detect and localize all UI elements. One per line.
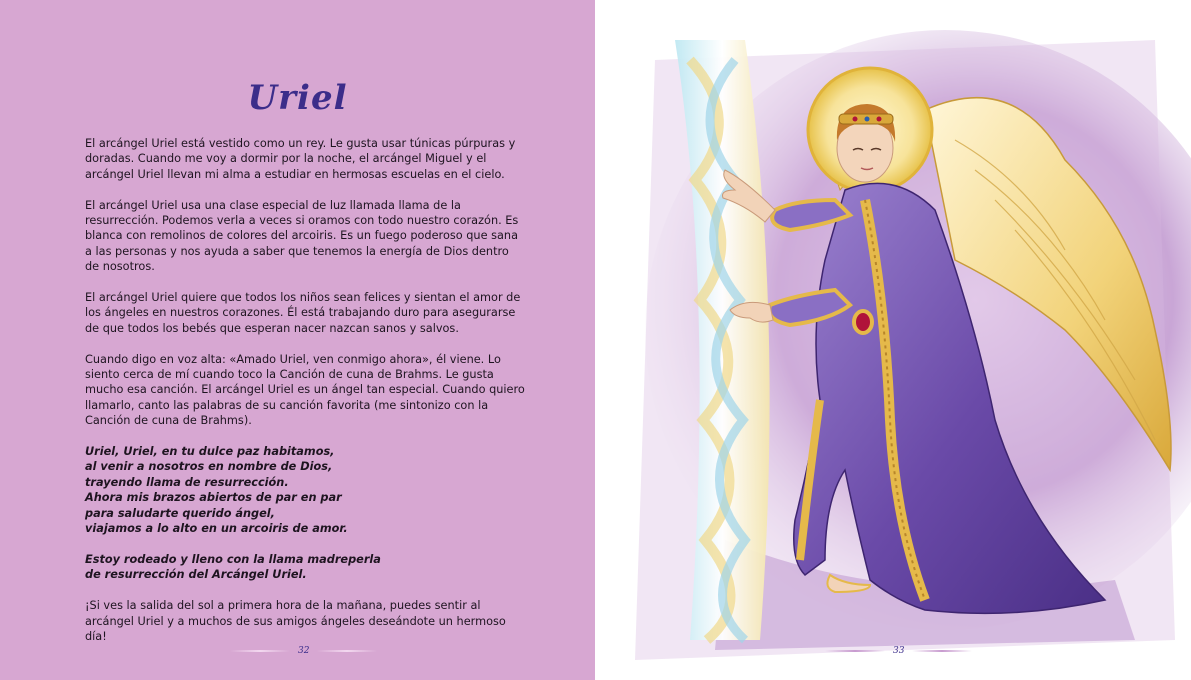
page-title: Uriel <box>247 78 348 118</box>
ornament-right <box>912 650 972 652</box>
page-number-right <box>825 646 972 656</box>
poem-line: para saludarte querido ángel, <box>85 506 275 520</box>
left-page <box>0 0 595 680</box>
poem-stanza-1 <box>85 444 525 536</box>
poem-line: Ahora mis brazos abiertos de par en par <box>85 491 342 505</box>
poem-stanza-2 <box>85 552 525 583</box>
poem-line: trayendo llama de resurrección. <box>85 475 289 489</box>
ornament-left <box>825 650 885 652</box>
poem-line: Estoy rodeado y lleno con la llama madreperla <box>85 552 381 566</box>
page-number-text: 32 <box>298 646 310 656</box>
paragraph: El arcángel Uriel usa una clase especial de luz llamada llama de la resurrección. Podemos verla a veces si oramos con todo nuestro corazón. Es blanca con remolinos de colores del arcoiris. Es un fuego poderoso que sana a las personas y nos ayuda a saber que tenemos la energía de Dios dentro de nosotros. <box>85 198 519 274</box>
body-text <box>85 136 525 660</box>
ornament-left <box>230 650 290 652</box>
page-number-left <box>230 646 377 656</box>
page-number-text: 33 <box>893 646 905 656</box>
closing-paragraph: ¡Si ves la salida del sol a primera hora de la mañana, puedes sentir al arcángel Uriel y a muchos de sus amigos ángeles deseándote un hermoso día! <box>85 599 506 643</box>
poem-line: al venir a nosotros en nombre de Dios, <box>85 460 333 474</box>
poem-line: Uriel, Uriel, en tu dulce paz habitamos, <box>85 445 335 459</box>
archangel-head <box>837 104 895 182</box>
right-page <box>595 0 1191 680</box>
paragraph: Cuando digo en voz alta: «Amado Uriel, ven conmigo ahora», él viene. Lo siento cerca de mí cuando toco la Canción de cuna de Brahms. Le gusta mucho esa canción. El arcángel Uriel es un ángel tan especial. Cuando quiero llamarlo, canto las palabras de su canción favorita (me sintonizo con la Canción de cuna de Brahms). <box>85 352 525 428</box>
poem-line: de resurrección del Arcángel Uriel. <box>85 568 307 582</box>
archangel-uriel-illustration <box>595 0 1191 680</box>
paragraph: El arcángel Uriel está vestido como un rey. Le gusta usar túnicas púrpuras y doradas. Cuando me voy a dormir por la noche, el arcángel Miguel y el arcángel Uriel llevan mi alma a estudiar en hermosas escuelas en el cielo. <box>85 137 516 181</box>
ornament-right <box>317 650 377 652</box>
poem-line: viajamos a lo alto en un arcoiris de amor. <box>85 522 348 536</box>
paragraph: El arcángel Uriel quiere que todos los niños sean felices y sientan el amor de los ángeles en nuestros corazones. Él está trabajando duro para asegurarse de que todos los bebés que esperan nacer nazcan sanos y salvos. <box>85 291 521 335</box>
